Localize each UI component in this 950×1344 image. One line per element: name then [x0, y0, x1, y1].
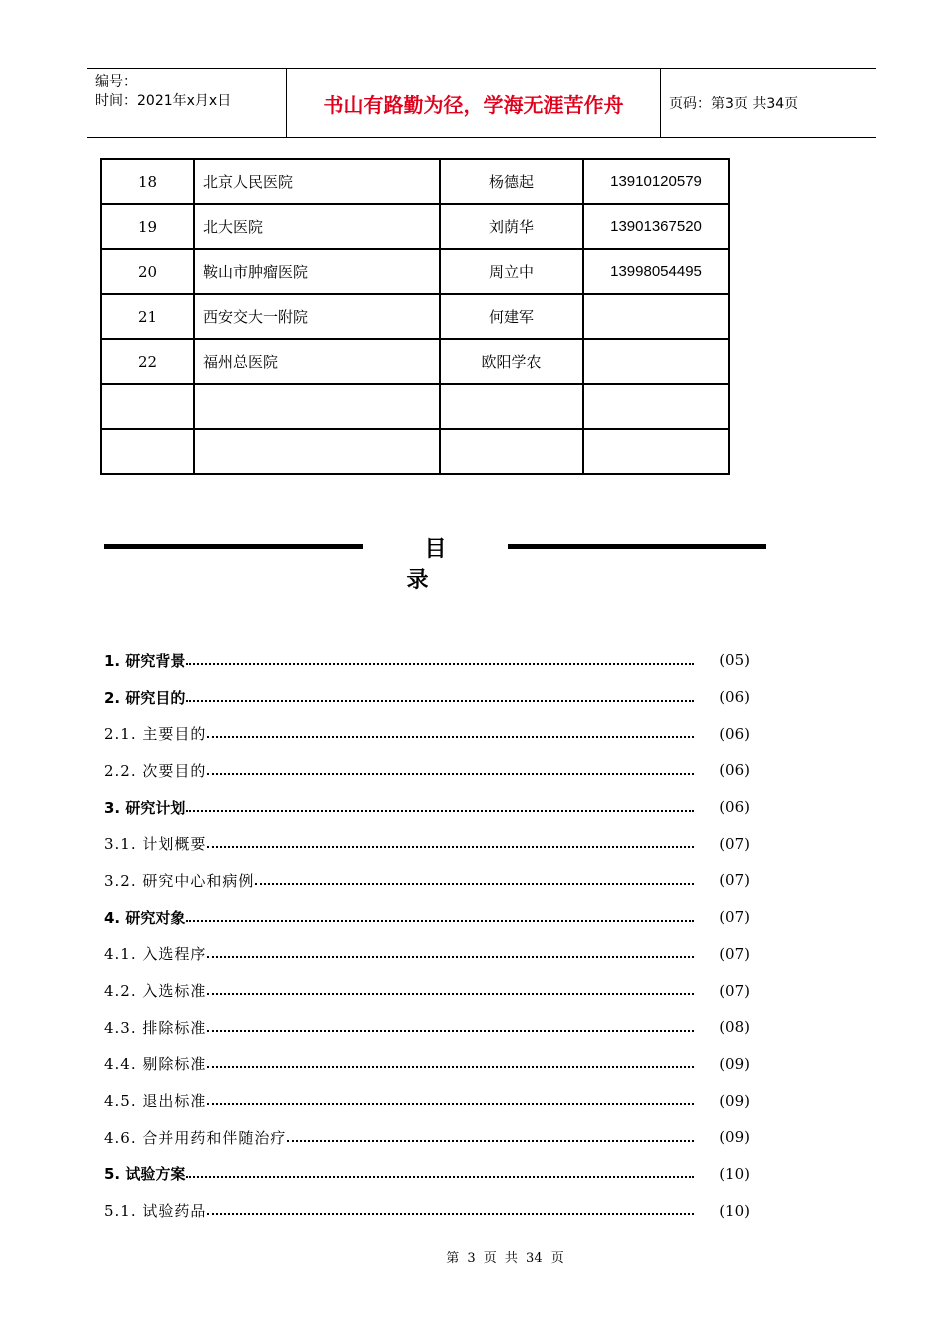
toc-entry[interactable]	[104, 862, 750, 899]
toc-entry-page: (07)	[719, 981, 750, 1000]
toc-entry-label: 4. 研究对象	[104, 908, 186, 927]
hospital-name: 北大医院	[194, 204, 440, 249]
hospital-name: 福州总医院	[194, 339, 440, 384]
toc-entry[interactable]	[104, 752, 750, 789]
row-number	[101, 384, 194, 429]
toc-entry-label: 3. 研究计划	[104, 798, 186, 817]
toc-dot-leader	[186, 662, 694, 665]
toc-entry-label: 2. 研究目的	[104, 688, 186, 707]
toc-entry[interactable]	[104, 1046, 750, 1083]
row-number	[101, 429, 194, 474]
toc-entry-page: (09)	[719, 1054, 750, 1073]
toc-entry-label: 4.3. 排除标准	[104, 1018, 207, 1037]
toc-entry-label: 4.5. 退出标准	[104, 1092, 207, 1111]
toc-dot-leader	[207, 955, 694, 958]
contact-name: 周立中	[440, 249, 583, 294]
header-meta	[95, 73, 285, 111]
table-row	[101, 159, 729, 204]
hospital-contact-table	[100, 158, 730, 475]
hospital-name	[194, 384, 440, 429]
hospital-name	[194, 429, 440, 474]
contact-name: 刘荫华	[440, 204, 583, 249]
toc-entry-label: 4.4. 剔除标准	[104, 1055, 207, 1074]
phone-number: 13998054495	[583, 249, 729, 294]
toc-entry[interactable]	[104, 1009, 750, 1046]
toc-entry-label: 5. 试验方案	[104, 1165, 186, 1184]
toc-dot-leader	[186, 1175, 694, 1178]
toc-entry-label: 2.1. 主要目的	[104, 725, 207, 744]
toc-dot-leader	[186, 809, 694, 812]
page-header	[87, 68, 876, 138]
toc-entry-page: (08)	[719, 1018, 750, 1037]
toc-entry-page: (06)	[719, 724, 750, 743]
header-page-number: 页码：第3页 共34页	[669, 96, 799, 112]
table-row	[101, 249, 729, 294]
toc-entry-label: 4.2. 入选标准	[104, 982, 207, 1001]
phone-number	[583, 339, 729, 384]
header-divider	[660, 69, 661, 137]
toc-entry-page: (07)	[719, 944, 750, 963]
toc-entry-page: (10)	[719, 1164, 750, 1183]
time-label: 时间：2021年x月x日	[95, 93, 232, 109]
hospital-name: 鞍山市肿瘤医院	[194, 249, 440, 294]
number-label: 编号：	[95, 74, 137, 90]
toc-entry[interactable]	[104, 972, 750, 1009]
contact-name	[440, 429, 583, 474]
hospital-name: 北京人民医院	[194, 159, 440, 204]
contact-name: 杨德起	[440, 159, 583, 204]
toc-entry[interactable]	[104, 936, 750, 973]
toc-entry-page: (09)	[719, 1128, 750, 1147]
toc-title-rule-right	[508, 544, 766, 549]
toc-list	[104, 642, 750, 1229]
row-number: 18	[101, 159, 194, 204]
toc-entry[interactable]	[104, 679, 750, 716]
toc-entry-label: 1. 研究背景	[104, 651, 186, 670]
table-row	[101, 384, 729, 429]
page-footer: 第 3 页 共 34 页	[446, 1251, 564, 1266]
toc-dot-leader	[186, 919, 694, 922]
contact-name	[440, 384, 583, 429]
toc-title-rule-left	[104, 544, 363, 549]
toc-dot-leader	[207, 1029, 694, 1032]
toc-title: 目录	[406, 537, 483, 593]
phone-number	[583, 294, 729, 339]
toc-dot-leader	[207, 1102, 694, 1105]
toc-entry-page: (10)	[719, 1201, 750, 1220]
phone-number: 13910120579	[583, 159, 729, 204]
contact-name: 欧阳学农	[440, 339, 583, 384]
hospital-name: 西安交大一附院	[194, 294, 440, 339]
table-row	[101, 339, 729, 384]
header-motto: 书山有路勤为径，学海无涯苦作舟	[323, 92, 624, 117]
phone-number	[583, 429, 729, 474]
toc-entry-label: 4.1. 入选程序	[104, 945, 207, 964]
phone-number	[583, 384, 729, 429]
row-number: 22	[101, 339, 194, 384]
toc-entry[interactable]	[104, 789, 750, 826]
row-number: 19	[101, 204, 194, 249]
toc-entry[interactable]	[104, 1156, 750, 1193]
toc-entry-label: 3.2. 研究中心和病例	[104, 871, 255, 890]
toc-entry[interactable]	[104, 642, 750, 679]
contact-name: 何建军	[440, 294, 583, 339]
toc-entry[interactable]	[104, 1082, 750, 1119]
phone-number: 13901367520	[583, 204, 729, 249]
toc-entry[interactable]	[104, 1192, 750, 1229]
table-row	[101, 204, 729, 249]
toc-entry[interactable]	[104, 715, 750, 752]
toc-dot-leader	[207, 992, 694, 995]
toc-entry-page: (06)	[719, 688, 750, 707]
row-number: 20	[101, 249, 194, 294]
toc-entry[interactable]	[104, 1119, 750, 1156]
toc-entry[interactable]	[104, 825, 750, 862]
toc-entry-label: 5.1. 试验药品	[104, 1202, 207, 1221]
toc-entry-page: (07)	[719, 871, 750, 890]
table-row	[101, 294, 729, 339]
toc-entry-page: (06)	[719, 761, 750, 780]
toc-dot-leader	[287, 1139, 694, 1142]
toc-dot-leader	[207, 772, 694, 775]
toc-entry[interactable]	[104, 899, 750, 936]
toc-dot-leader	[207, 1212, 694, 1215]
toc-dot-leader	[207, 735, 694, 738]
toc-entry-page: (06)	[719, 798, 750, 817]
toc-entry-label: 2.2. 次要目的	[104, 761, 207, 780]
toc-entry-label: 3.1. 计划概要	[104, 835, 207, 854]
toc-entry-page: (09)	[719, 1091, 750, 1110]
row-number: 21	[101, 294, 194, 339]
toc-dot-leader	[207, 1065, 694, 1068]
toc-dot-leader	[207, 845, 694, 848]
toc-entry-page: (05)	[719, 651, 750, 670]
toc-entry-page: (07)	[719, 834, 750, 853]
toc-dot-leader	[186, 699, 694, 702]
toc-entry-page: (07)	[719, 908, 750, 927]
toc-entry-label: 4.6. 合并用药和伴随治疗	[104, 1128, 287, 1147]
table-row	[101, 429, 729, 474]
toc-dot-leader	[255, 882, 694, 885]
